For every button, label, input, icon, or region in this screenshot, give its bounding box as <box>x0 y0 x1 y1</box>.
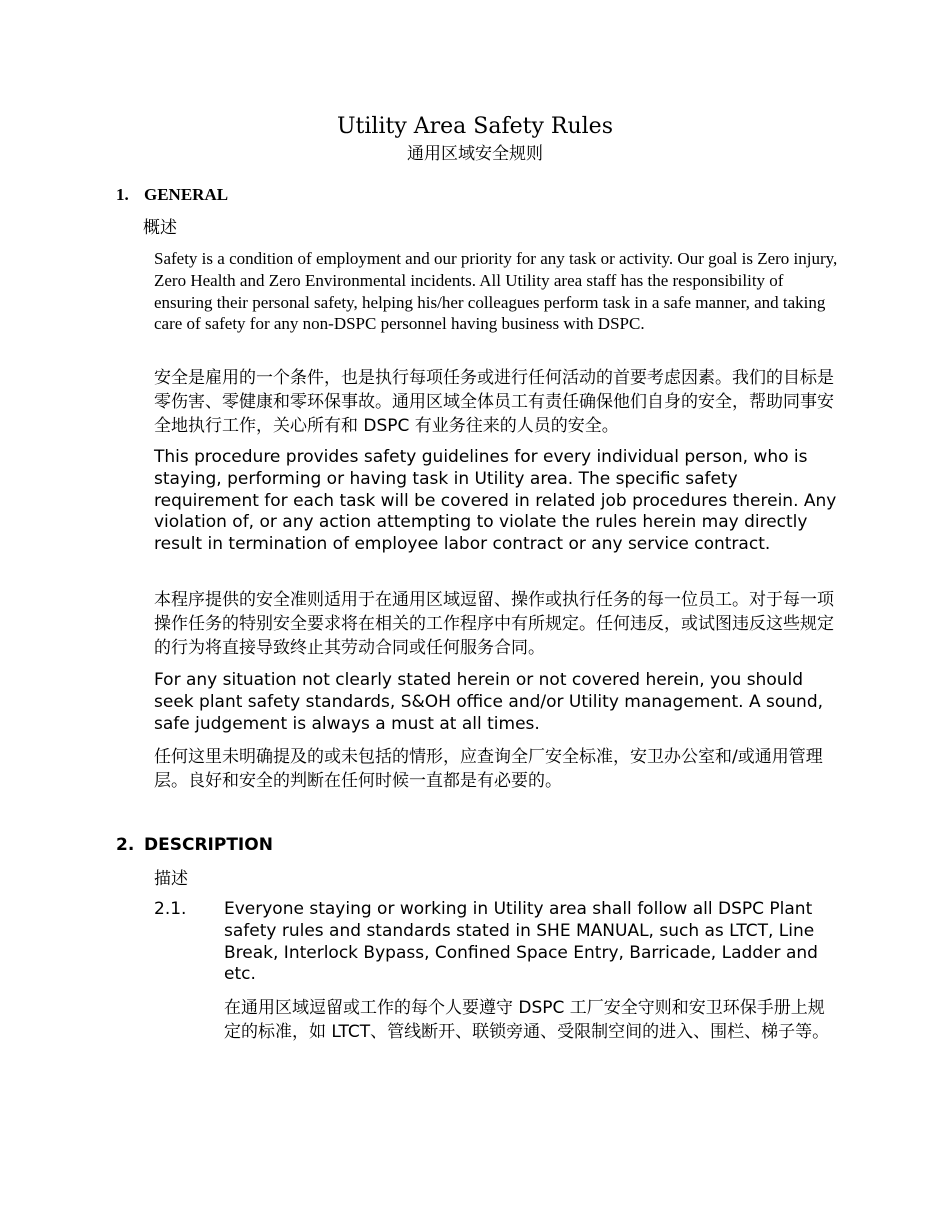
section-1-number: 1. <box>116 185 129 204</box>
section-2-number: 2. <box>116 835 135 855</box>
section-1-paragraph-1: Safety is a condition of employment and our priority for any task or activity. Our goal is Zero injury, Zero Health and Zero Environmental incidents. All Utility area staff has the responsibility of ensuring their personal safety, helping his/her colleagues perform task in a safe manner, and taking care of safety for any non-DSPC personnel having business with DSPC. <box>154 249 838 334</box>
item-2-1-number: 2.1. <box>154 899 187 919</box>
section-1-paragraph-6: 任何这里未明确提及的或未包括的情形，应查询全厂安全标准，安卫办公室和/或通用管理层。良好和安全的判断在任何时候一直都是有必要的。 <box>154 747 823 791</box>
item-2-1-text: Everyone staying or working in Utility area shall follow all DSPC Plant safety rules and standards stated in SHE MANUAL, such as LTCT, Line Break, Interlock Bypass, Confined Space Entry, Barricade, Ladder and etc. <box>224 899 818 985</box>
section-2-title: DESCRIPTION <box>144 835 273 855</box>
section-1-paragraph-5: For any situation not clearly stated herein or not covered herein, you should seek plant safety standards, S&OH office and/or Utility management. A sound, safe judgement is always a must at all times. <box>154 670 824 734</box>
section-1-paragraph-3: This procedure provides safety guidelines for every individual person, who is staying, performing or having task in Utility area. The specific safety requirement for each task will be covered in related job procedures therein. Any violation of, or any action attempting to violate the rules herein may directly result in termination of employee labor contract or any service contract. <box>154 447 837 555</box>
section-2-heading <box>116 834 273 856</box>
document-title: Utility Area Safety Rules <box>337 114 613 139</box>
document-subtitle: 通用区域安全规则 <box>407 144 543 164</box>
item-2-1-text-zh: 在通用区域逗留或工作的每个人要遵守 DSPC 工厂安全守则和安卫环保手册上规定的标准，如 LTCT、管线断开、联锁旁通、受限制空间的进入、围栏、梯子等。 <box>224 998 830 1042</box>
section-1-paragraph-4: 本程序提供的安全准则适用于在通用区域逗留、操作或执行任务的每一位员工。对于每一项操作任务的特别安全要求将在相关的工作程序中有所规定。任何违反，或试图违反这些规定的行为将直接导致终止其劳动合同或任何服务合同。 <box>154 590 834 658</box>
section-1-paragraph-2: 安全是雇用的一个条件，也是执行每项任务或进行任何活动的首要考虑因素。我们的目标是零伤害、零健康和零环保事故。通用区域全体员工有责任确保他们自身的安全，帮助同事安全地执行工作，关心所有和 DSPC 有业务往来的人员的安全。 <box>154 368 834 436</box>
section-1-heading <box>116 184 228 206</box>
section-2-title-zh: 描述 <box>154 869 188 889</box>
section-1-title: GENERAL <box>144 185 229 204</box>
section-1-title-zh: 概述 <box>143 218 177 238</box>
